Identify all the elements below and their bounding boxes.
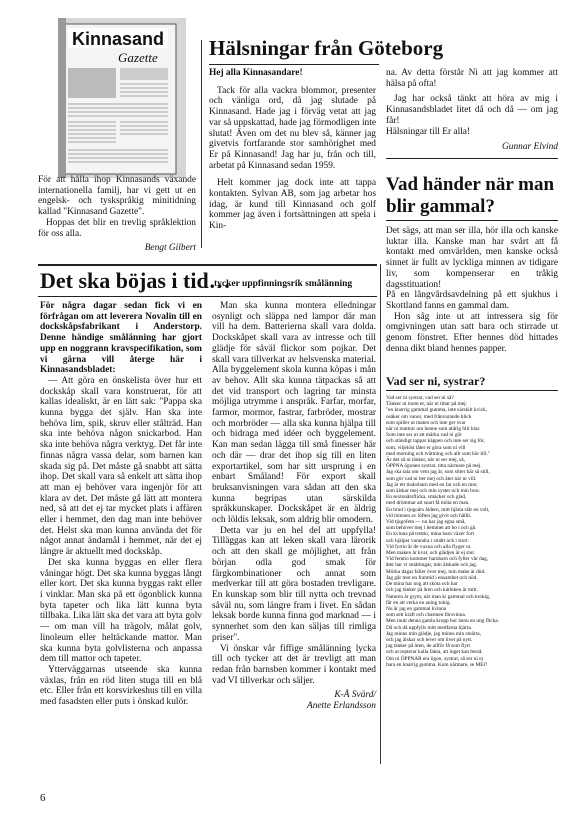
poem-line: får en att verka en aning tokig. [386, 599, 451, 606]
poem-line: Men inuti denna gamla kropp bor ännu en ung flicka. [386, 618, 499, 625]
poem-line: Men maken är kvar, och glädjen är ej slut. [386, 550, 476, 557]
poem-line: Är det så ni tänker, när ni ser mej, så, [386, 457, 465, 464]
invention-col1 [40, 301, 202, 708]
poem-line: åter har vi småttingar, min älskade och jag. [386, 562, 478, 569]
old-age-title-rule [386, 220, 558, 221]
greeting-title-rule [209, 64, 379, 65]
greeting-p4: Jag har också tänkt att höra av mig i Kinnasandsbladet litet då och då — om jag får! [386, 94, 558, 126]
poem-line: som spiller ut maten och inte ger svar [386, 419, 466, 426]
poem-title: Vad ser ni, systrar? [386, 374, 486, 388]
poem-line: En brud i tjugoårs åldern, mitt hjärta slår en volt, [386, 506, 490, 513]
column-divider [201, 40, 202, 248]
invention-title-rule [38, 296, 377, 297]
greeting-title: Hälsningar från Göteborg [209, 36, 444, 60]
poem-title-rule [386, 390, 558, 391]
invention-intro: För några dagar sedan fick vi en förfrågan om att leverera Novalin till en dockskåpsfabrikant i Anderstorp. Denne händige smålänning har gjort upp en noggrann kravspecifikation, som vi gärna vill återge här i Kinnasandsbladet: [40, 301, 202, 376]
poem-line: och jag tänker på åren och kärleken är mitt. [386, 587, 478, 594]
poem-line: och ständigt tappar käppen och inte ser sig för, [386, 438, 485, 445]
gazette-signature: Bengt Gilbert [144, 243, 196, 254]
greeting-salutation: Hej alla Kinnasandare! [209, 68, 303, 78]
poem-line: jag tänker på åren, de allför få som flytt [386, 643, 470, 650]
poem-line: Vid femtio kommer barnbarn och fyller vår dag, [386, 556, 489, 563]
poem-line: Vid tjugofem — nu har jag egna små, [386, 519, 466, 526]
poem-line: Vid fyrtio är de vuxna och alla flyger ut. [386, 543, 472, 550]
poem-line: De mina har nog att sköta och har [386, 581, 458, 588]
poem-line: Då och då uppfylls mitt medfarna hjärta. [386, 624, 473, 631]
poem-line: "en knarrig gammal gumma, inte särskilt kvick, [386, 407, 488, 414]
invention-p2: Det ska kunna byggas en eller flera våningar högt. Det ska kunna byggas långt eller kort. Det ska kunna byggas rakt eller i vinklar. Man ska på ett ögonblick kunna byta tapeter och lika lätt kunna byta tillbaka. Lika lätt ska det vara att byta golv — om man vill ha trägolv, målat golv, linoleum eller heltäckande mattor. Man ska kunna byta golvlisterna och anpassa dem till mattor och tapeter. [40, 557, 202, 665]
poem-line: och hjälper varandra i smått och i stort. [386, 537, 469, 544]
poem-line: Som inte ser ut att märka vad ni gör [386, 432, 462, 439]
poem-line: Jag minns min glädje, jag minns min smärta, [386, 630, 481, 637]
poem-line: som älskar mej och min syster och min bror. [386, 488, 481, 495]
poem-line: Jag är ett tioårsbarn med en far och en mor, [386, 481, 478, 488]
poem-lines [386, 395, 558, 668]
invention-signature-2: Anette Erlandsson [306, 701, 376, 712]
svg-text:Gazette: Gazette [118, 50, 158, 65]
invention-p1: — Att göra en önskelista över hur ett dockskåp skall vara konstruerat, för att kallas idealiskt, är en lätt sak: "Pappa ska kunna bygga det själv. Han ska inte behöva lim, spik, skruv eller stålträd. Han ska inte behöva någon snickarbod. Han ska inte behöva några verktyg. Det får inte finnas några vassa delar, som barnen kan skada sig på. Det måste gå snabbt att sätta ihop. Det skall vara så enkelt att sätta ihop att man ej behöver vara ingenjör för att klara av det. Det måste gå lätt att montera ned, så att det ej tar mycket plats i affären eller i hemmet, den dag man inte behöver det. Helst ska man kunna använda det för något annat ändamål i hemmet, när det ej längre är aktuellt med dockskåp. [40, 375, 202, 558]
greeting-signature: Gunnar Elvind [502, 142, 558, 153]
invention-signature-1: K-Å Svärd/ [334, 690, 376, 701]
greeting-p2: Helt kommer jag dock inte att tappa kontakten. Sylvan AB, som jag arbetar hos idag, är kund till Kinnasand och golf kommer jag även i fortsättningen att spela i Kin- [209, 178, 376, 232]
poem-line: med morning och tvättning och allt som hör till." [386, 450, 490, 457]
old-age-body [386, 226, 558, 354]
poem-line: Jag går mot en framtid i ensamhet och nöd. [386, 574, 478, 581]
poem-line: som gör vad ni ber mej och äter när ni vill. [386, 475, 477, 482]
poem-line: vid minnen av löften jag givit och hållit. [386, 512, 472, 519]
gazette-caption-p1: För att hålla ihop Kinnasands växande internationella familj, har vi gett ut en engelsk- och tyskspråkig minitidning kallad "Kinnasand Gazette". [38, 175, 196, 218]
bottom-column-divider [380, 264, 381, 764]
invention-p6: Vi önskar vår fiffige smålänning lycka till och tycker att det är trevligt att man redan från barnsben kommer i kontakt med vad VI tillverkar och säljer. [212, 643, 376, 686]
old-age-p2: På en långvårdsavdelning på ett sjukhus i Skottland fanns en gammal dam. [386, 290, 558, 311]
poem-line: osäker om vanor, med frånvarande blick [386, 413, 472, 420]
invention-p3: Ytterväggarnas utseende ska kunna växlas, från en röd liten stuga till en blå etc. Eller från ett korsvirkeshus till en villa med fasadsten eller puts i önskad kulör. [40, 664, 202, 708]
gazette-image [58, 18, 186, 178]
poem-line: och jag älskar och lever om livet på nytt. [386, 636, 473, 643]
poem-line: som sett kraft och charmen försvinna. [386, 612, 467, 619]
invention-subtitle: tycker uppfinningsrik smålänning [214, 279, 353, 289]
greeting-col1 [209, 68, 376, 232]
invention-p4: Man ska kunna montera elledningar osynligt och släppa ned lampor där man vill ha dem. Batterierna skall vara dolda. Dockskåpet skall vara av intresse och till glädje för såväl flickor som pojkar. Det skall vara tillverkat av helsvenska material. Alla byggelement skola kunna köpas i mån av behov. Allt ska kunna tätpackas så att det vid transport och lagring tar minsta möjliga utrymme i anspråk. Farfar, morfar, farmor, mormor, fastrar, farbröder, mostrar och morbröder — alla ska kunna hjälpa till och bidraga med idéer och byggelement. Kan man sedan lägga till små finesser här och där — drar det ihop sig till en liten exportartikel, som har sitt ursprung i en enbart Småland! För export skall bruksanvisningen vara sådan att den ska kunna begripas utan särskilda språkkunskaper. Dockskåpet är en äldrig och löldis leksak, som aldrig blir omodern. [212, 301, 376, 526]
page-number: 6 [40, 792, 46, 804]
invention-col2 [212, 301, 376, 712]
poem-line: En kvinna på trettio, mina barn växer fort [386, 531, 474, 538]
right-column-rule [386, 158, 558, 159]
invention-title: Det ska böjas i tid… [40, 268, 231, 293]
gazette-caption [38, 175, 196, 254]
poem-line: bara en knarrig gumma. Kom närmare, se MEJ! [386, 661, 488, 668]
poem-line: som, viljelöst låter er göra som ni vill [386, 444, 466, 451]
old-age-p3: Hon såg inte ut att intressera sig för omgivningen utan satt bara och stirrade ut genom fönstret. Efter hennes död hittades denna dikt bland hennes papper. [386, 311, 558, 354]
greeting-p1: Tack för alla vackra blommor, presenter och vänliga ord, då jag slutade på Kinnasand. Hade jag i förväg vetat att jag var så uppskattad, hade jag förmodligen inte slutat! Även om det nu blev så, känner jag givetvis fortfarande stor samhörighet med Er på Kinnasand! Jag har ju, från och till, arbetat på Kinnasand sedan 1959. [209, 85, 376, 171]
poem-line: Jag ska tala om vem jag är, som sitter här så still, [386, 469, 490, 476]
invention-top-rule [38, 264, 377, 266]
poem-line: Nu är jag en gammal kvinna [386, 605, 447, 612]
gazette-caption-p2: Hoppas det blir en trevlig språklektion för oss alla. [38, 217, 196, 239]
poem-line: Vad ser ni systrar, vad ser ni så? [386, 395, 454, 401]
greeting-p5: Hälsningar till Er alla! [386, 126, 471, 137]
old-age-title: Vad händer när man blir gammal? [386, 174, 555, 217]
poem-line: som behöver mej i hemmet att bo i och gå. [386, 525, 477, 532]
greeting-p3: na. Av detta förstår Ni att jag kommer att hälsa på ofta! [386, 68, 558, 89]
svg-text:Kinnasand: Kinnasand [72, 29, 165, 49]
invention-p5: Detta var ju en hel del att uppfylla! Tilläggas kan att leken skall vara lärorik och att den skall ge möjlighet, att från början odla god smak för färgkombinationer och annat som medverkar till att göra bostaden trevligare. En kunskap som blir till nytta och trevnad såväl nu, som längre fram i livet. En sådan leksak borde kunna finna god marknad — i synnerhet som den kan säljas till rimliga priser". [212, 525, 376, 643]
poem-line: Naturen är grym, när man är gammal och krokig, [386, 593, 491, 600]
poem-line: Tänker ni inom er, när ni tittar på mej: [386, 401, 468, 408]
poem-line: och accepterar kalla fakta, att inget kan bestå. [386, 649, 483, 656]
poem-line: En sextonårsflicka, smäcker och glad, [386, 494, 467, 501]
poem-line: Om ni ÖPPNAR era ögon, systrar, så ser ni ej [386, 655, 484, 662]
poem-line: med drömmar att snart få möta en man. [386, 500, 470, 507]
old-age-p1: Det sägs, att man ser illa, hör illa och kanske luktar illa. Kanske man har svårt att få kontakt med omvärlden, men kanske också sinnet är fullt av lyckliga minnen av tidigare liv, som kompenserar en tråkig dagsstituation! [386, 226, 558, 290]
poem-line: Mörka dagar faller över mej, min make är död. [386, 568, 486, 575]
greeting-col2 [386, 68, 558, 153]
gazette-photo [58, 18, 186, 178]
poem-line: när ni muttrar om henne som aldrig blir klar. [386, 426, 481, 433]
poem-line: ÖPPNA ögonen systrar, titta närmare på mej. [386, 463, 482, 470]
